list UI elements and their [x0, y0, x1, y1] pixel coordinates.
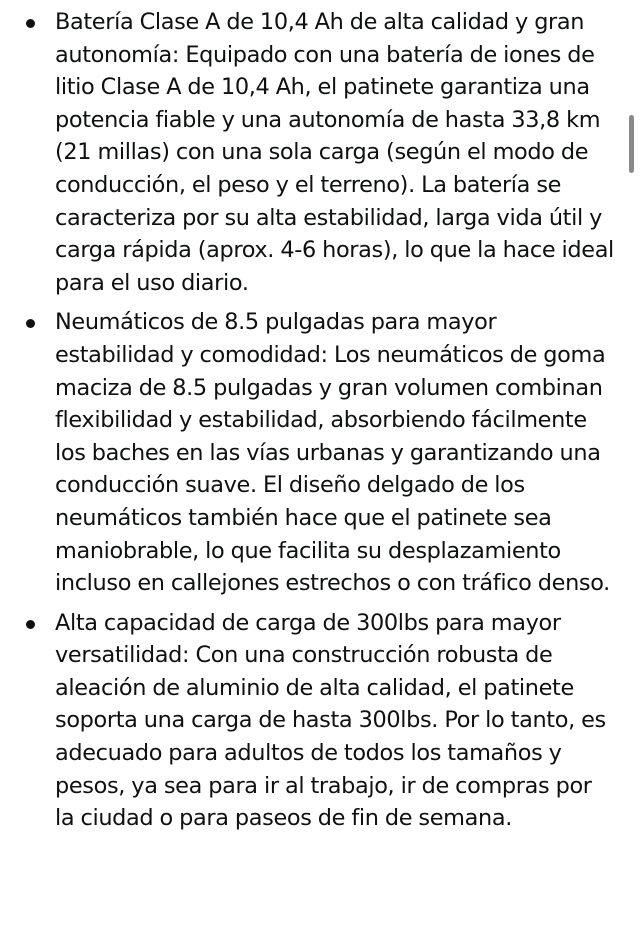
feature-text: Alta capacidad de carga de 300lbs para mayor versatilidad: Con una construcción robusta de aleación de aluminio de alta calidad, el patinete soporta una carga de hasta 300lbs. Por lo tanto, es adecuado para adultos de todos los tamaños y pesos, ya sea para ir al trabajo, ir de compras por la ciudad o para paseos de fin de semana. [55, 609, 606, 832]
feature-text: Neumáticos de 8.5 pulgadas para mayor estabilidad y comodidad: Los neumáticos de goma maciza de 8.5 pulgadas y gran volumen combinan flexibilidad y estabilidad, absorbiendo fácilmente los baches en las vías urbanas y garantizando una conducción suave. El diseño delgado de los neumáticos también hace que el patinete sea maniobrable, lo que facilita su desplazamiento incluso en callejones estrechos o con tráfico denso. [55, 309, 610, 597]
product-feature-list [0, 6, 628, 842]
bullet-dot-icon [26, 319, 35, 328]
feature-bullet-battery [0, 6, 628, 299]
feature-text: Batería Clase A de 10,4 Ah de alta calidad y gran autonomía: Equipado con una batería de iones de litio Clase A de 10,4 Ah, el patinete garantiza una potencia fiable y una autonomía de hasta 33,8 km (21 millas) con una sola carga (según el modo de conducción, el peso y el terreno). La batería se caracteriza por su alta estabilidad, larga vida útil y carga rápida (aprox. 4-6 horas), lo que la hace ideal para el uso diario. [55, 9, 614, 296]
vertical-scrollbar[interactable] [629, 115, 634, 173]
bullet-dot-icon [26, 620, 35, 629]
feature-bullet-tires [0, 306, 628, 599]
feature-bullet-load-capacity [0, 607, 628, 835]
bullet-dot-icon [26, 19, 35, 28]
